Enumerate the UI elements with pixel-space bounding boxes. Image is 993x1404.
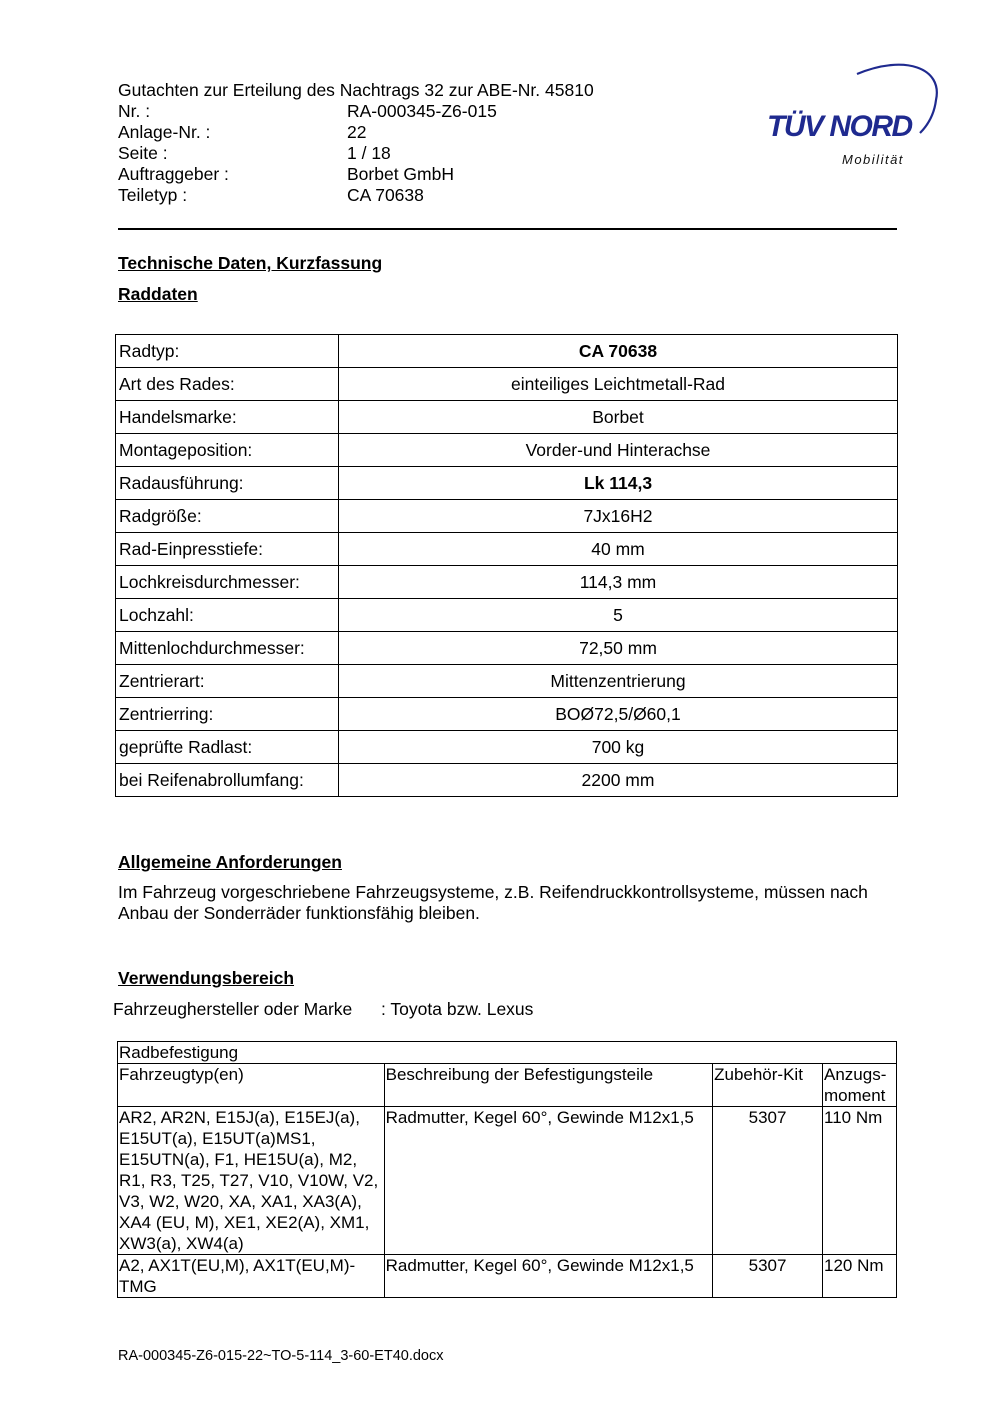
table-cell-label: Art des Rades: [116,368,339,401]
fahrzeughersteller-value: : Toyota bzw. Lexus [381,999,534,1019]
meta-value: CA 70638 [347,185,424,205]
table-cell-label: Radtyp: [116,335,339,368]
table-cell-value: Mittenzentrierung [339,665,898,698]
meta-row-nr [118,101,497,122]
table-row [116,500,898,533]
table-cell-value: BOØ72,5/Ø60,1 [339,698,898,731]
table-cell-torque: 110 Nm [823,1107,897,1255]
meta-label: Auftraggeber : [118,164,229,184]
table-row [116,599,898,632]
table-cell-kit: 5307 [713,1255,823,1298]
table-cell-label: Rad-Einpresstiefe: [116,533,339,566]
header-divider [118,228,897,230]
tuv-nord-logo [765,58,945,178]
table-cell-label: Mittenlochdurchmesser: [116,632,339,665]
table-row [116,566,898,599]
table-cell-label: Radausführung: [116,467,339,500]
table-cell-value: einteiliges Leichtmetall-Rad [339,368,898,401]
column-header: Zubehör-Kit [713,1064,823,1107]
table-cell-beschreibung: Radmutter, Kegel 60°, Gewinde M12x1,5 [384,1255,712,1298]
radbefestigung-table [117,1041,897,1298]
footer-filename: RA-000345-Z6-015-22~TO-5-114_3-60-ET40.docx [118,1348,444,1364]
document-meta [118,101,497,206]
column-header: Beschreibung der Befestigungsteile [384,1064,712,1107]
meta-label: Teiletyp : [118,185,188,205]
table-cell-value: 72,50 mm [339,632,898,665]
table-header-row [118,1064,897,1107]
meta-row-teiletyp [118,185,497,206]
table-cell-value: 700 kg [339,731,898,764]
table-cell-label: Montageposition: [116,434,339,467]
table-cell-value: CA 70638 [339,335,898,368]
section-heading-allgemeine-anforderungen: Allgemeine Anforderungen [118,852,342,872]
meta-row-auftraggeber [118,164,497,185]
table-cell-kit: 5307 [713,1107,823,1255]
meta-label: Anlage-Nr. : [118,122,211,142]
table-row [116,533,898,566]
table-row [116,335,898,368]
column-header: Anzugs-moment [823,1064,897,1107]
section-subheading-raddaten: Raddaten [118,284,198,304]
table-cell-value: 2200 mm [339,764,898,797]
meta-row-anlage [118,122,497,143]
table-cell-fahrzeugtypen: A2, AX1T(EU,M), AX1T(EU,M)-TMG [118,1255,385,1298]
table-cell-label: Lochkreisdurchmesser: [116,566,339,599]
table-cell-beschreibung: Radmutter, Kegel 60°, Gewinde M12x1,5 [384,1107,712,1255]
table-cell-value: 40 mm [339,533,898,566]
logo-subtitle: Mobilität [842,152,904,167]
table-row [116,665,898,698]
section-heading-verwendungsbereich: Verwendungsbereich [118,968,295,988]
table-cell-value: 114,3 mm [339,566,898,599]
table-row [118,1107,897,1255]
section-heading-technische-daten: Technische Daten, Kurzfassung [118,253,383,273]
meta-label: Seite : [118,143,168,163]
table-row [116,632,898,665]
table-row [116,401,898,434]
table-cell-label: Lochzahl: [116,599,339,632]
raddaten-table [115,334,898,797]
table-cell-value: Lk 114,3 [339,467,898,500]
table-cell-value: 5 [339,599,898,632]
table-cell-label: Zentrierart: [116,665,339,698]
meta-row-seite [118,143,497,164]
allgemeine-anforderungen-text: Im Fahrzeug vorgeschriebene Fahrzeugsysteme, z.B. Reifendruckkontrollsysteme, müssen nach Anbau der Sonderräder funktionsfähig bleiben. [118,882,868,923]
column-header: Fahrzeugtyp(en) [118,1064,385,1107]
fahrzeughersteller-label: Fahrzeughersteller oder Marke [113,999,353,1019]
meta-value: Borbet GmbH [347,164,454,184]
fahrzeughersteller-line [113,998,533,1020]
table-row [116,368,898,401]
table-title: Radbefestigung [118,1042,897,1064]
table-cell-label: Radgröße: [116,500,339,533]
table-title-row [118,1042,897,1064]
table-cell-label: bei Reifenabrollumfang: [116,764,339,797]
table-cell-value: Vorder-und Hinterachse [339,434,898,467]
meta-label: Nr. : [118,101,151,121]
meta-value: 1 / 18 [347,143,391,163]
meta-value: 22 [347,122,367,142]
table-row [116,467,898,500]
table-cell-label: Handelsmarke: [116,401,339,434]
table-cell-value: Borbet [339,401,898,434]
table-cell-label: Zentrierring: [116,698,339,731]
table-row [116,434,898,467]
table-row [116,731,898,764]
table-cell-fahrzeugtypen: AR2, AR2N, E15J(a), E15EJ(a), E15UT(a), E15UT(a)MS1, E15UTN(a), F1, HE15U(a), M2, R1, R3, T25, T27, V10, V10W, V2, V3, W2, W20, XA, XA1, XA3(A), XA4 (EU, M), XE1, XE2(A), XM1, XW3(a), XW4(a) [118,1107,385,1255]
table-row [116,698,898,731]
table-cell-torque: 120 Nm [823,1255,897,1298]
meta-value: RA-000345-Z6-015 [347,101,497,121]
table-cell-label: geprüfte Radlast: [116,731,339,764]
logo-wordmark: TÜV NORD [767,110,912,143]
document-title: Gutachten zur Erteilung des Nachtrags 32 zur ABE-Nr. 45810 [118,80,594,100]
table-row [118,1255,897,1298]
table-cell-value: 7Jx16H2 [339,500,898,533]
table-row [116,764,898,797]
